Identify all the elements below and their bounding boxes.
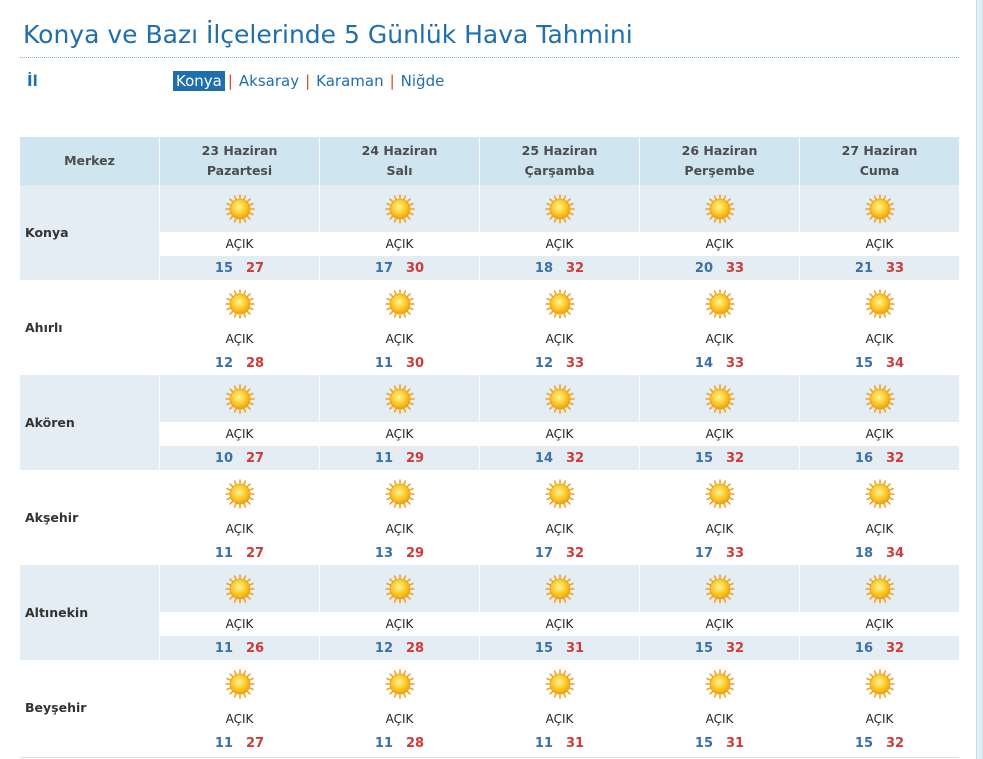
weather-condition: AÇIK <box>800 232 959 256</box>
temp-min: 12 <box>534 355 553 371</box>
district-name: Beyşehir <box>20 660 160 755</box>
city-separator: | <box>227 72 233 90</box>
sun-icon <box>225 574 255 604</box>
temp-min: 18 <box>534 260 553 276</box>
temp-max: 33 <box>726 355 745 371</box>
temperature-range <box>640 446 799 470</box>
temperature-range <box>480 731 639 755</box>
sun-icon <box>705 669 735 699</box>
temp-max: 33 <box>726 260 745 276</box>
weather-condition: AÇIK <box>640 422 799 446</box>
weather-condition: AÇIK <box>800 612 959 636</box>
temperature-range <box>320 731 479 755</box>
weather-icon-cell <box>320 185 479 232</box>
weather-icon-cell <box>480 185 639 232</box>
weather-icon-cell <box>640 660 799 707</box>
weather-condition: AÇIK <box>320 232 479 256</box>
temp-max: 28 <box>246 355 265 371</box>
temp-max: 32 <box>726 450 745 466</box>
day-weekday: Salı <box>386 163 413 178</box>
forecast-cell <box>160 565 320 660</box>
weather-condition: AÇIK <box>640 707 799 731</box>
forecast-cell <box>480 470 640 565</box>
day-weekday: Pazartesi <box>206 163 273 178</box>
weather-icon-cell <box>800 470 959 517</box>
temp-max: 29 <box>406 450 425 466</box>
temp-min: 11 <box>214 640 233 656</box>
column-header-day <box>160 137 320 185</box>
temp-min: 11 <box>214 735 233 751</box>
temp-max: 32 <box>886 735 905 751</box>
forecast-cell <box>800 470 959 565</box>
sun-icon <box>385 289 415 319</box>
weather-icon-cell <box>160 280 319 327</box>
forecast-cell <box>320 470 480 565</box>
sun-icon <box>865 669 895 699</box>
temperature-range <box>640 256 799 280</box>
table-row <box>20 470 959 565</box>
weather-condition: AÇIK <box>160 517 319 541</box>
column-header-day <box>480 137 640 185</box>
sun-icon <box>225 194 255 224</box>
weather-icon-cell <box>320 660 479 707</box>
temperature-range <box>800 351 959 375</box>
table-bottom-edge <box>20 757 959 758</box>
forecast-cell <box>320 660 480 755</box>
weather-condition: AÇIK <box>320 517 479 541</box>
weather-icon-cell <box>160 470 319 517</box>
weather-condition: AÇIK <box>160 327 319 351</box>
weather-icon-cell <box>640 375 799 422</box>
forecast-table-body <box>20 185 959 755</box>
temp-max: 34 <box>886 355 905 371</box>
sun-icon <box>545 384 575 414</box>
weather-icon-cell <box>320 565 479 612</box>
temp-max: 31 <box>566 640 585 656</box>
weather-icon-cell <box>320 470 479 517</box>
sun-icon <box>865 384 895 414</box>
day-weekday: Cuma <box>859 163 900 178</box>
temp-max: 26 <box>246 640 265 656</box>
forecast-cell <box>640 185 800 280</box>
table-row <box>20 280 959 375</box>
temp-max: 32 <box>726 640 745 656</box>
weather-icon-cell <box>640 280 799 327</box>
sun-icon <box>865 289 895 319</box>
sun-icon <box>865 479 895 509</box>
temp-max: 31 <box>726 735 745 751</box>
sun-icon <box>705 289 735 319</box>
weather-condition: AÇIK <box>800 422 959 446</box>
temperature-range <box>800 541 959 565</box>
temp-min: 17 <box>694 545 713 561</box>
forecast-table-header <box>20 137 959 185</box>
weather-icon-cell <box>800 280 959 327</box>
district-name: Akşehir <box>20 470 160 565</box>
forecast-cell <box>320 185 480 280</box>
temp-min: 10 <box>214 450 233 466</box>
temp-min: 12 <box>214 355 233 371</box>
weather-condition: AÇIK <box>320 707 479 731</box>
temp-max: 32 <box>566 260 585 276</box>
forecast-cell <box>480 565 640 660</box>
temperature-range <box>160 256 319 280</box>
city-link-3[interactable]: Niğde <box>400 72 445 90</box>
temp-max: 27 <box>246 260 265 276</box>
weather-condition: AÇIK <box>640 517 799 541</box>
district-name: Altınekin <box>20 565 160 660</box>
forecast-cell <box>640 470 800 565</box>
weather-condition: AÇIK <box>640 612 799 636</box>
page-title: Konya ve Bazı İlçelerinde 5 Günlük Hava Tahmini <box>23 20 633 49</box>
temp-max: 33 <box>726 545 745 561</box>
temp-min: 16 <box>854 640 873 656</box>
temp-min: 14 <box>534 450 553 466</box>
weather-condition: AÇIK <box>160 612 319 636</box>
table-row <box>20 375 959 470</box>
sun-icon <box>225 479 255 509</box>
temp-max: 33 <box>886 260 905 276</box>
forecast-cell <box>320 280 480 375</box>
column-header-merkez: Merkez <box>20 137 160 185</box>
temperature-range <box>160 351 319 375</box>
city-link-1[interactable]: Aksaray <box>238 72 300 90</box>
temp-min: 11 <box>374 355 393 371</box>
temp-max: 27 <box>246 545 265 561</box>
forecast-cell <box>480 185 640 280</box>
table-row <box>20 660 959 755</box>
temp-max: 31 <box>566 735 585 751</box>
day-date: 23 Haziran <box>201 143 278 158</box>
forecast-cell <box>160 280 320 375</box>
temperature-range <box>800 256 959 280</box>
weather-icon-cell <box>160 660 319 707</box>
forecast-table <box>20 137 959 755</box>
column-header-day <box>320 137 480 185</box>
sun-icon <box>865 574 895 604</box>
weather-condition: AÇIK <box>800 707 959 731</box>
column-header-day <box>800 137 959 185</box>
temp-max: 27 <box>246 450 265 466</box>
day-weekday: Perşembe <box>684 163 755 178</box>
temp-min: 12 <box>374 640 393 656</box>
temperature-range <box>320 351 479 375</box>
temperature-range <box>480 541 639 565</box>
temperature-range <box>800 446 959 470</box>
weather-condition: AÇIK <box>320 612 479 636</box>
weather-icon-cell <box>320 280 479 327</box>
temp-max: 27 <box>246 735 265 751</box>
forecast-cell <box>640 375 800 470</box>
weather-icon-cell <box>480 565 639 612</box>
temp-min: 18 <box>854 545 873 561</box>
forecast-cell <box>640 660 800 755</box>
weather-condition: AÇIK <box>640 232 799 256</box>
weather-icon-cell <box>640 470 799 517</box>
temp-max: 29 <box>406 545 425 561</box>
temp-min: 15 <box>694 640 713 656</box>
forecast-cell <box>800 375 959 470</box>
province-label: İl <box>27 72 38 90</box>
forecast-cell <box>480 280 640 375</box>
sun-icon <box>385 669 415 699</box>
temp-max: 33 <box>566 355 585 371</box>
temperature-range <box>640 351 799 375</box>
weather-icon-cell <box>640 185 799 232</box>
forecast-cell <box>800 185 959 280</box>
temperature-range <box>160 446 319 470</box>
weather-icon-cell <box>800 565 959 612</box>
temp-min: 20 <box>694 260 713 276</box>
weather-condition: AÇIK <box>800 327 959 351</box>
temperature-range <box>640 541 799 565</box>
province-selector <box>173 71 447 91</box>
temp-min: 13 <box>374 545 393 561</box>
weather-icon-cell <box>160 185 319 232</box>
weather-condition: AÇIK <box>800 517 959 541</box>
temp-max: 34 <box>886 545 905 561</box>
forecast-cell <box>160 185 320 280</box>
forecast-cell <box>160 375 320 470</box>
forecast-cell <box>640 565 800 660</box>
weather-condition: AÇIK <box>480 327 639 351</box>
title-divider <box>20 57 959 58</box>
temp-max: 32 <box>566 545 585 561</box>
weather-condition: AÇIK <box>480 517 639 541</box>
temp-min: 11 <box>534 735 553 751</box>
weather-condition: AÇIK <box>480 612 639 636</box>
sun-icon <box>545 194 575 224</box>
day-date: 27 Haziran <box>841 143 918 158</box>
page-scroll-edge <box>976 0 983 759</box>
forecast-cell <box>800 565 959 660</box>
temperature-range <box>480 256 639 280</box>
weather-icon-cell <box>480 280 639 327</box>
weather-condition: AÇIK <box>320 327 479 351</box>
weather-condition: AÇIK <box>160 707 319 731</box>
city-separator: | <box>389 72 395 90</box>
temp-max: 28 <box>406 640 425 656</box>
forecast-cell <box>480 375 640 470</box>
temp-min: 15 <box>214 260 233 276</box>
forecast-cell <box>640 280 800 375</box>
temperature-range <box>480 636 639 660</box>
sun-icon <box>225 289 255 319</box>
temp-min: 15 <box>694 735 713 751</box>
weather-icon-cell <box>800 375 959 422</box>
sun-icon <box>705 574 735 604</box>
weather-icon-cell <box>160 565 319 612</box>
sun-icon <box>705 479 735 509</box>
temp-min: 15 <box>694 450 713 466</box>
temperature-range <box>480 446 639 470</box>
day-date: 26 Haziran <box>681 143 758 158</box>
weather-icon-cell <box>320 375 479 422</box>
forecast-cell <box>800 660 959 755</box>
column-header-day <box>640 137 800 185</box>
temp-min: 16 <box>854 450 873 466</box>
sun-icon <box>385 574 415 604</box>
temperature-range <box>800 731 959 755</box>
temperature-range <box>320 256 479 280</box>
temp-min: 15 <box>854 735 873 751</box>
temperature-range <box>160 636 319 660</box>
temperature-range <box>160 731 319 755</box>
temperature-range <box>320 636 479 660</box>
sun-icon <box>545 669 575 699</box>
temperature-range <box>800 636 959 660</box>
temperature-range <box>320 541 479 565</box>
sun-icon <box>385 479 415 509</box>
sun-icon <box>225 669 255 699</box>
day-date: 25 Haziran <box>521 143 598 158</box>
weather-condition: AÇIK <box>480 232 639 256</box>
temp-min: 15 <box>534 640 553 656</box>
weather-icon-cell <box>480 660 639 707</box>
temp-max: 30 <box>406 260 425 276</box>
city-separator: | <box>305 72 311 90</box>
forecast-cell <box>480 660 640 755</box>
weather-icon-cell <box>800 185 959 232</box>
temperature-range <box>640 731 799 755</box>
forecast-cell <box>320 565 480 660</box>
weather-icon-cell <box>640 565 799 612</box>
sun-icon <box>545 479 575 509</box>
weather-condition: AÇIK <box>480 707 639 731</box>
sun-icon <box>705 194 735 224</box>
temperature-range <box>160 541 319 565</box>
temp-min: 14 <box>694 355 713 371</box>
sun-icon <box>865 194 895 224</box>
table-row <box>20 565 959 660</box>
weather-icon-cell <box>480 470 639 517</box>
temp-min: 21 <box>854 260 873 276</box>
temp-min: 11 <box>374 735 393 751</box>
sun-icon <box>225 384 255 414</box>
forecast-cell <box>160 470 320 565</box>
temp-min: 15 <box>854 355 873 371</box>
temperature-range <box>480 351 639 375</box>
sun-icon <box>545 574 575 604</box>
temperature-range <box>640 636 799 660</box>
district-name: Ahırlı <box>20 280 160 375</box>
temp-min: 17 <box>534 545 553 561</box>
forecast-cell <box>800 280 959 375</box>
temperature-range <box>320 446 479 470</box>
temp-max: 32 <box>886 450 905 466</box>
sun-icon <box>385 194 415 224</box>
temp-max: 30 <box>406 355 425 371</box>
sun-icon <box>385 384 415 414</box>
temp-min: 11 <box>214 545 233 561</box>
temp-max: 28 <box>406 735 425 751</box>
day-date: 24 Haziran <box>361 143 438 158</box>
weather-condition: AÇIK <box>160 232 319 256</box>
weather-condition: AÇIK <box>640 327 799 351</box>
city-link-0[interactable]: Konya <box>173 71 225 91</box>
weather-icon-cell <box>480 375 639 422</box>
forecast-cell <box>160 660 320 755</box>
temp-min: 17 <box>374 260 393 276</box>
temp-max: 32 <box>886 640 905 656</box>
temp-min: 11 <box>374 450 393 466</box>
forecast-cell <box>320 375 480 470</box>
district-name: Akören <box>20 375 160 470</box>
table-row <box>20 185 959 280</box>
sun-icon <box>705 384 735 414</box>
district-name: Konya <box>20 185 160 280</box>
day-weekday: Çarşamba <box>524 163 595 178</box>
weather-condition: AÇIK <box>320 422 479 446</box>
weather-condition: AÇIK <box>480 422 639 446</box>
sun-icon <box>545 289 575 319</box>
temp-max: 32 <box>566 450 585 466</box>
city-link-2[interactable]: Karaman <box>316 72 384 90</box>
weather-icon-cell <box>160 375 319 422</box>
weather-condition: AÇIK <box>160 422 319 446</box>
weather-icon-cell <box>800 660 959 707</box>
